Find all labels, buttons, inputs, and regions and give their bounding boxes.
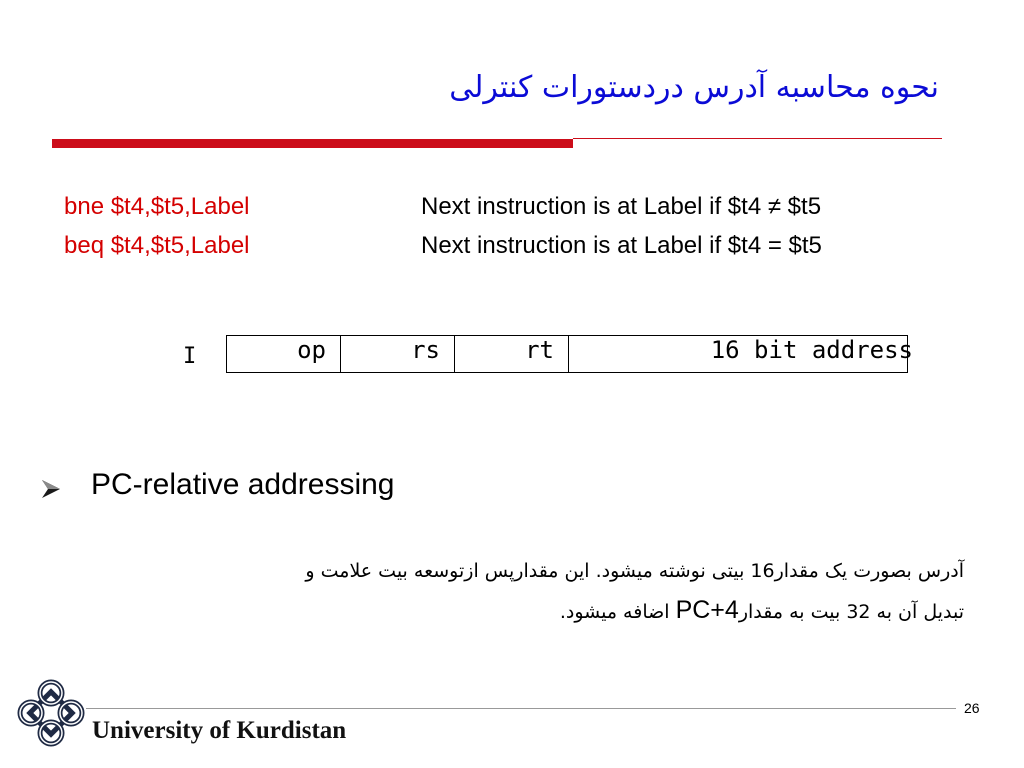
bullet-text: PC-relative addressing (91, 468, 395, 501)
format-field-rs (341, 336, 455, 372)
format-field-label: rt (525, 336, 554, 364)
instruction-code-bne: bne $t4,$t5,Label (64, 193, 250, 220)
instruction-code-beq: beq $t4,$t5,Label (64, 232, 250, 259)
format-field-rt (455, 336, 569, 372)
persian-description-line-2 (560, 596, 964, 625)
title-underline-thin (573, 138, 942, 139)
format-field-label: rs (411, 336, 440, 364)
instruction-format-table (226, 335, 913, 373)
slide-title: نحوه محاسبه آدرس دردستورات کنترلی (449, 70, 939, 105)
format-field-address (569, 336, 913, 372)
format-type-label: I (183, 344, 197, 369)
footer-divider (86, 708, 956, 709)
knot-logo-icon (14, 676, 88, 750)
instruction-desc-bne: Next instruction is at Label if $t4 ≠ $t5 (421, 193, 822, 220)
persian-description-line-1: آدرس بصورت یک مقدار16 بیتی نوشته میشود. این مقدارپس ازتوسعه بیت علامت و (305, 560, 964, 582)
format-field-label: 16 bit address (710, 336, 913, 364)
page-number: 26 (964, 700, 980, 716)
desc-line2-before: تبدیل آن به 32 بیت به مقدار (738, 601, 964, 623)
format-field-op (227, 336, 341, 372)
instruction-desc-beq: Next instruction is at Label if $t4 = $t5 (421, 232, 822, 259)
format-field-label: op (297, 336, 326, 364)
desc-line2-after: اضافه میشود. (559, 601, 670, 623)
desc-line2-latin: PC+4 (675, 596, 739, 624)
university-name: University of Kurdistan (92, 717, 347, 744)
arrow-bullet-icon (40, 478, 62, 500)
title-underline-thick (52, 139, 573, 148)
